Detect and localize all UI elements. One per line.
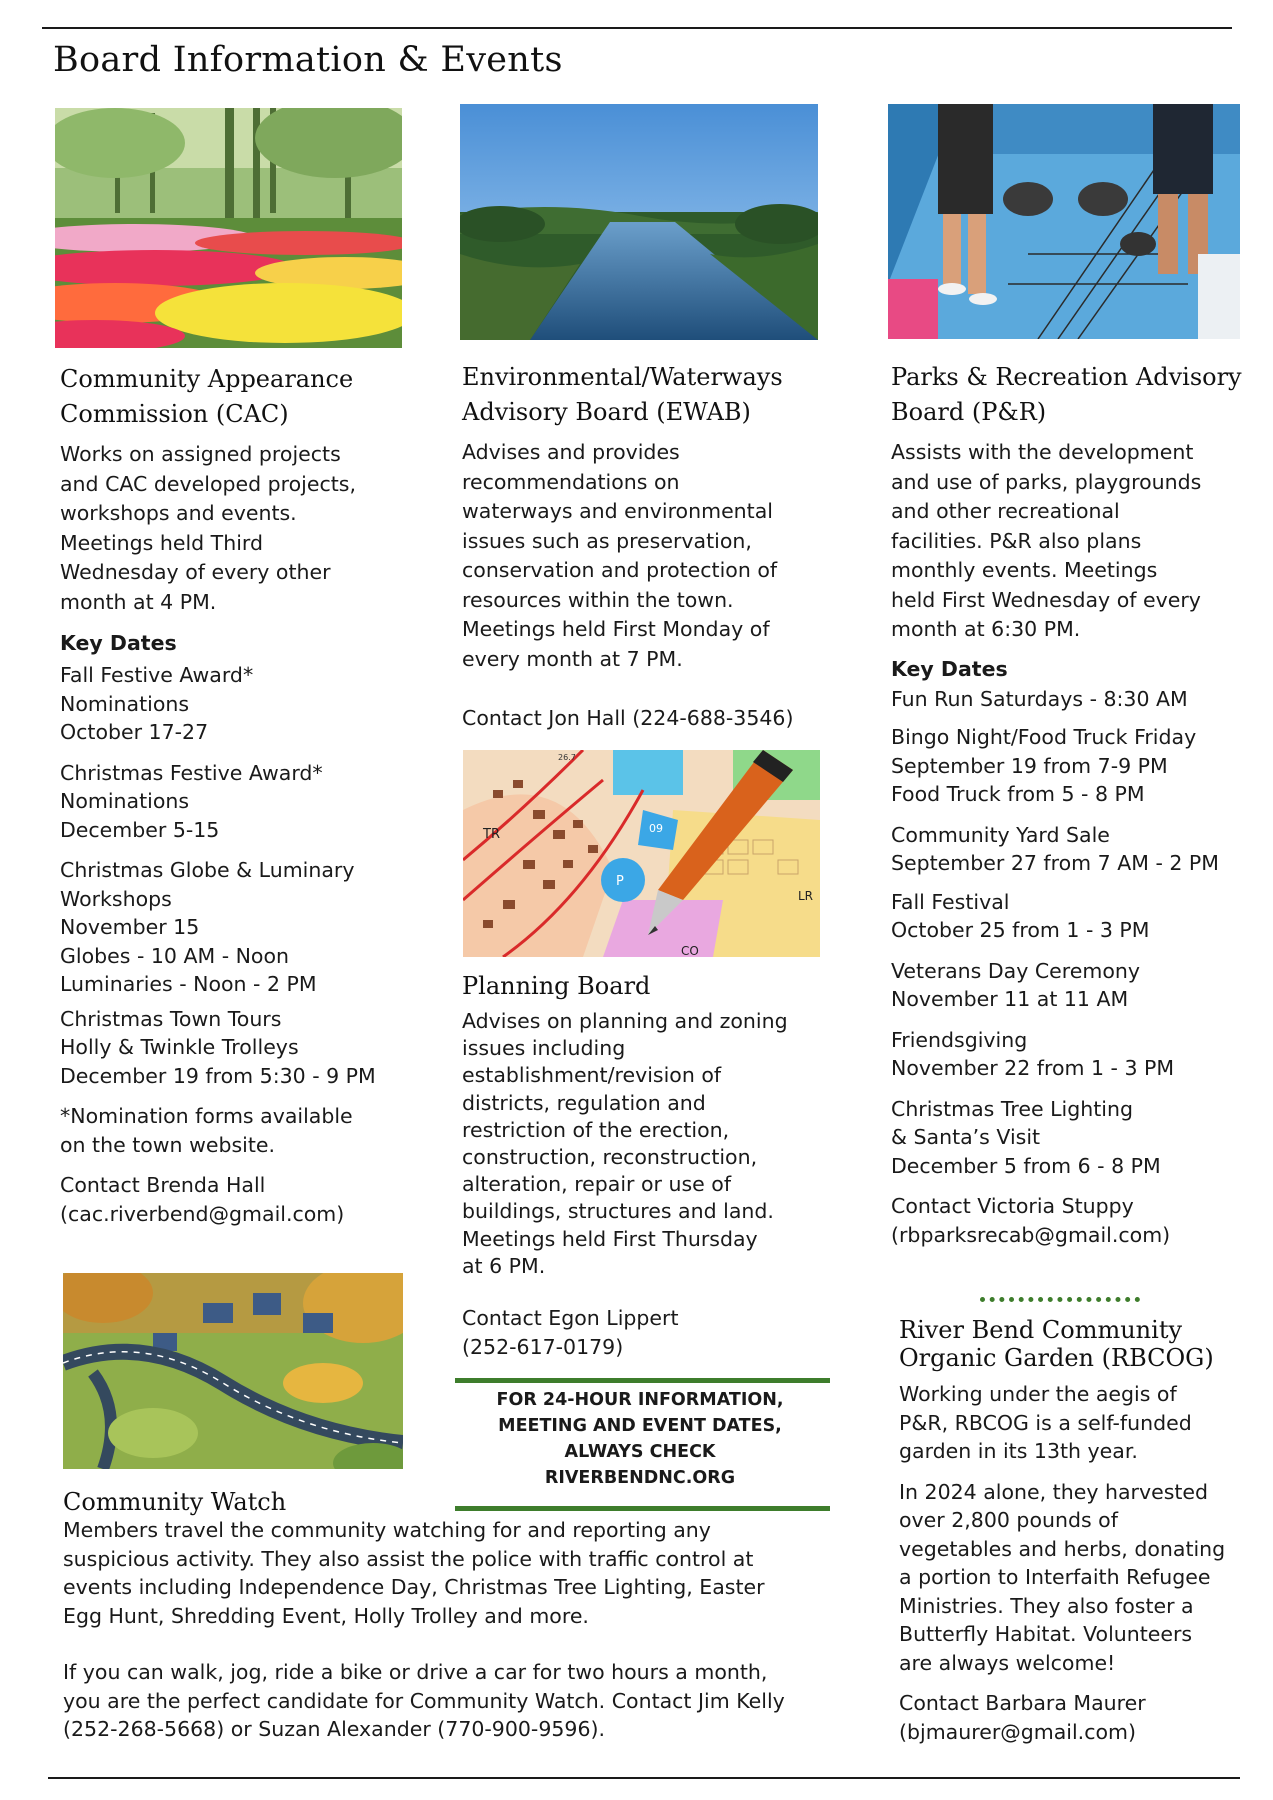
planning-description — [462, 1008, 842, 1280]
cac-event-line: Luminaries - Noon - 2 PM — [60, 972, 317, 996]
parks-event — [891, 1026, 1251, 1083]
ewab-title-line: Environmental/Waterways — [462, 363, 783, 391]
rbcog-title — [899, 1316, 1254, 1372]
parks-event-line: December 5 from 6 - 8 PM — [891, 1153, 1161, 1178]
rbcog-contact-line[interactable]: (bjmaurer@gmail.com) — [899, 1719, 1136, 1744]
cac-desc-line: workshops and events. — [60, 501, 297, 525]
cac-event-line: Workshops — [60, 886, 172, 911]
parks-section — [891, 360, 1251, 1249]
ewab-desc-line: resources within the town. — [462, 587, 734, 612]
cac-event-line: Holly & Twinkle Trolleys — [60, 1035, 299, 1059]
watch-line: events including Independence Day, Christmas Tree Lighting, Easter — [63, 1575, 765, 1599]
top-rule — [42, 27, 1232, 29]
parks-event — [891, 957, 1251, 1014]
parks-event — [891, 723, 1251, 809]
banner-line: ALWAYS CHECK — [564, 1442, 716, 1462]
banner-top-bar — [455, 1378, 830, 1383]
planning-desc-line: restriction of the erection, — [462, 1117, 730, 1142]
map-label: LR — [798, 889, 814, 903]
ewab-desc-line: Meetings held First Monday of — [462, 617, 770, 641]
parks-event — [891, 888, 1251, 945]
watch-line: If you can walk, jog, ride a bike or drive a car for two hours a month, — [63, 1660, 768, 1684]
parks-desc-line: Assists with the development — [891, 440, 1194, 464]
rbcog-desc-line: Butterfly Habitat. Volunteers — [899, 1622, 1193, 1646]
cac-event — [60, 661, 405, 747]
parks-event-line: Food Truck from 5 - 8 PM — [891, 782, 1145, 806]
ewab-contact: Contact Jon Hall (224-688-3546) — [462, 706, 794, 730]
ewab-desc-line: recommendations on — [462, 469, 680, 494]
banner-bottom-bar — [455, 1506, 830, 1511]
parks-desc-line: and use of parks, playgrounds — [891, 469, 1202, 494]
map-label: P — [616, 874, 624, 889]
parks-desc-line: held First Wednesday of every — [891, 587, 1201, 612]
rbcog-section — [899, 1316, 1254, 1746]
parks-title — [891, 360, 1251, 430]
cac-title — [60, 362, 405, 432]
parks-event — [891, 821, 1251, 878]
watch-photo — [63, 1273, 403, 1469]
parks-description — [891, 438, 1251, 645]
rbcog-desc-line: In 2024 alone, they harvested — [899, 1479, 1209, 1504]
planning-desc-line: at 6 PM. — [462, 1253, 546, 1278]
planning-desc-line: alteration, repair or use of — [462, 1172, 732, 1197]
watch-line: Egg Hunt, Shredding Event, Holly Trolley and more. — [63, 1603, 589, 1628]
planning-desc-line: buildings, structures and land. — [462, 1199, 774, 1224]
cac-note-line: *Nomination forms available — [60, 1104, 353, 1128]
watch-paragraph — [63, 1658, 853, 1744]
cac-title-line: Commission (CAC) — [60, 400, 289, 428]
rbcog-contact — [899, 1689, 1254, 1746]
planning-photo — [463, 750, 820, 957]
cac-note-line: on the town website. — [60, 1132, 275, 1157]
planning-section — [462, 969, 842, 1361]
cac-photo — [55, 108, 402, 348]
parks-event-line: September 19 from 7-9 PM — [891, 753, 1168, 778]
parks-event-line: Bingo Night/Food Truck Friday — [891, 725, 1197, 749]
rbcog-desc-line: P&R, RBCOG is a self-funded — [899, 1410, 1192, 1435]
rbcog-desc-line: vegetables and herbs, donating — [899, 1536, 1226, 1561]
parks-event-line: Fall Festival — [891, 889, 1010, 914]
ewab-desc-line: waterways and environmental — [462, 499, 773, 523]
cac-contact-line[interactable]: (cac.riverbend@gmail.com) — [60, 1201, 345, 1226]
rbcog-contact-line: Contact Barbara Maurer — [899, 1691, 1146, 1715]
map-label: CO — [681, 944, 699, 957]
section-divider — [980, 1297, 1140, 1302]
banner-line: FOR 24-HOUR INFORMATION, — [496, 1390, 784, 1410]
parks-event-line: Veterans Day Ceremony — [891, 958, 1141, 983]
parks-contact-line[interactable]: (rbparksrecab@gmail.com) — [891, 1222, 1171, 1247]
cac-contact — [60, 1171, 405, 1228]
parks-desc-line: facilities. P&R also plans — [891, 528, 1142, 553]
parks-event-line: November 22 from 1 - 3 PM — [891, 1056, 1175, 1080]
rbcog-title-line: Organic Garden (RBCOG) — [899, 1344, 1214, 1372]
parks-desc-line: monthly events. Meetings — [891, 558, 1158, 582]
parks-desc-line: and other recreational — [891, 499, 1120, 523]
cac-event — [60, 759, 405, 845]
planning-contact-line: (252-617-0179) — [462, 1334, 624, 1359]
cac-title-line: Community Appearance — [60, 365, 354, 393]
parks-event-line: & Santa’s Visit — [891, 1125, 1041, 1149]
cac-event-line: October 17-27 — [60, 720, 209, 744]
planning-desc-line: Advises on planning and zoning — [462, 1009, 788, 1033]
watch-line: you are the perfect candidate for Community Watch. Contact Jim Kelly — [63, 1688, 785, 1713]
rbcog-title-line: River Bend Community — [899, 1316, 1183, 1344]
parks-photo — [888, 104, 1240, 339]
cac-event-line: Globes - 10 AM - Noon — [60, 943, 290, 968]
ewab-desc-line: issues such as preservation, — [462, 528, 752, 553]
cac-event-line: December 19 from 5:30 - 9 PM — [60, 1063, 376, 1088]
cac-event-line: Christmas Festive Award* — [60, 760, 323, 785]
rbcog-desc-line: a portion to Interfaith Refugee — [899, 1565, 1211, 1589]
ewab-desc-line: every month at 7 PM. — [462, 646, 683, 671]
watch-paragraph — [63, 1516, 853, 1630]
map-label: 09 — [649, 822, 663, 835]
cac-note — [60, 1102, 405, 1159]
cac-event — [60, 1005, 405, 1091]
cac-desc-line: Works on assigned projects — [60, 442, 341, 466]
parks-event-line: Friendsgiving — [891, 1027, 1028, 1052]
rbcog-desc-line: garden in its 13th year. — [899, 1439, 1138, 1463]
parks-event-line: Community Yard Sale — [891, 822, 1110, 847]
cac-event-line: Christmas Town Tours — [60, 1006, 282, 1031]
ewab-title-line: Advisory Board (EWAB) — [462, 398, 751, 426]
watch-section — [63, 1485, 853, 1744]
ewab-section — [462, 360, 832, 734]
map-label: 26.7 — [558, 753, 576, 762]
map-label: TR — [483, 827, 500, 842]
cac-key-dates-label: Key Dates — [60, 631, 177, 655]
ewab-description — [462, 438, 832, 674]
rbcog-desc-line: are always welcome! — [899, 1650, 1116, 1675]
planning-title: Planning Board — [462, 972, 651, 1000]
parks-event-line: Christmas Tree Lighting — [891, 1096, 1133, 1121]
parks-contact-line: Contact Victoria Stuppy — [891, 1194, 1134, 1218]
parks-event-line: October 25 from 1 - 3 PM — [891, 918, 1150, 942]
watch-title: Community Watch — [63, 1488, 287, 1516]
watch-line: Members travel the community watching for and reporting any — [63, 1518, 711, 1542]
cac-event-line: Christmas Globe & Luminary — [60, 858, 355, 882]
ewab-title — [462, 360, 832, 430]
ewab-desc-line: conservation and protection of — [462, 558, 778, 582]
planning-desc-line: Meetings held First Thursday — [462, 1226, 758, 1251]
parks-key-dates-label: Key Dates — [891, 656, 1008, 681]
cac-event — [60, 856, 405, 999]
cac-desc-line: Meetings held Third — [60, 530, 263, 555]
banner-line: MEETING AND EVENT DATES, — [498, 1416, 782, 1436]
planning-contact-line: Contact Egon Lippert — [462, 1306, 679, 1331]
rbcog-desc-line: over 2,800 pounds of — [899, 1508, 1118, 1532]
rbcog-desc-line: Working under the aegis of — [899, 1382, 1177, 1406]
rbcog-description — [899, 1380, 1254, 1466]
cac-desc-line: month at 4 PM. — [60, 589, 217, 614]
cac-event-line: November 15 — [60, 915, 200, 939]
ewab-photo — [460, 104, 818, 340]
cac-event-line: December 5-15 — [60, 817, 220, 842]
website-banner — [455, 1387, 825, 1491]
rbcog-desc-line: Ministries. They also foster a — [899, 1593, 1194, 1618]
planning-desc-line: issues including — [462, 1036, 626, 1061]
ewab-desc-line: Advises and provides — [462, 440, 680, 464]
planning-desc-line: establishment/revision of — [462, 1063, 722, 1088]
rbcog-description — [899, 1478, 1254, 1678]
bottom-rule — [48, 1777, 1240, 1779]
cac-section — [60, 362, 405, 1228]
banner-website-link[interactable]: RIVERBENDNC.ORG — [544, 1468, 736, 1488]
parks-desc-line: month at 6:30 PM. — [891, 617, 1081, 641]
cac-description — [60, 440, 405, 617]
cac-event-line: Fall Festive Award* — [60, 663, 254, 687]
cac-event-line: Nominations — [60, 691, 190, 716]
cac-event-line: Nominations — [60, 789, 190, 813]
parks-event-line: November 11 at 11 AM — [891, 987, 1129, 1011]
cac-desc-line: and CAC developed projects, — [60, 471, 356, 496]
watch-line: (252-268-5668) or Suzan Alexander (770-900-9596). — [63, 1717, 606, 1741]
parks-event-line: Fun Run Saturdays - 8:30 AM — [891, 686, 1188, 711]
planning-desc-line: districts, regulation and — [462, 1090, 706, 1115]
parks-title-line: Parks & Recreation Advisory — [891, 363, 1242, 391]
parks-event — [891, 685, 1251, 714]
planning-contact — [462, 1304, 842, 1361]
cac-contact-line: Contact Brenda Hall — [60, 1173, 266, 1197]
watch-line: suspicious activity. They also assist the police with traffic control at — [63, 1546, 754, 1571]
parks-contact — [891, 1192, 1251, 1249]
parks-event — [891, 1095, 1251, 1181]
page-title: Board Information & Events — [53, 40, 563, 80]
parks-title-line: Board (P&R) — [891, 398, 1047, 426]
parks-event-line: September 27 from 7 AM - 2 PM — [891, 851, 1219, 875]
cac-desc-line: Wednesday of every other — [60, 560, 331, 584]
planning-desc-line: construction, reconstruction, — [462, 1145, 758, 1170]
